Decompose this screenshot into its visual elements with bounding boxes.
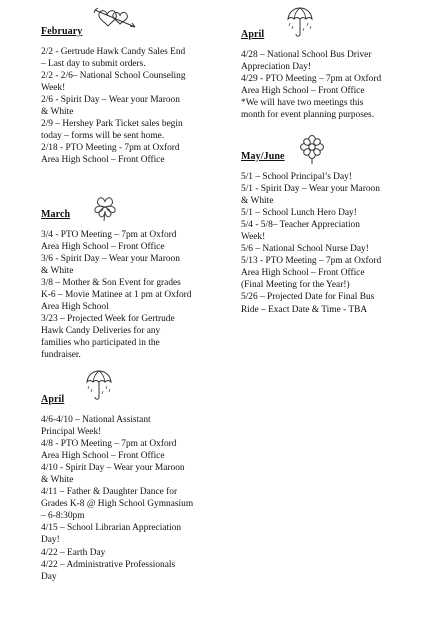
list-item: Principal Week! (41, 427, 102, 438)
list-item: 5/1 – School Principal’s Day! (241, 172, 352, 182)
list-item: Day! (41, 535, 60, 546)
may-june-list (241, 171, 441, 316)
list-item: Area High School (41, 302, 109, 313)
march-title: March (41, 209, 71, 220)
list-item: 4/22 – Earth Day (41, 547, 106, 558)
april-header-right (241, 18, 441, 40)
shamrock-icon (91, 194, 119, 222)
list-item: – Last day to submit orders. (41, 59, 146, 70)
list-item: Grades K-8 @ High School Gymnasium (41, 499, 194, 510)
list-item: Area High School – Front Office (241, 86, 365, 97)
list-item: 3/8 – Mother & Son Event for grades (41, 278, 181, 289)
list-item: 4/22 – Administrative Professionals (41, 559, 176, 570)
march-section (41, 198, 241, 362)
april-title-left: April (41, 394, 65, 405)
list-item: 3/23 – Projected Week for Gertrude (41, 314, 175, 325)
list-item: 3/6 - Spirit Day – Wear your Maroon (41, 254, 180, 265)
list-item: 5/1 – School Lunch Hero Day! (241, 208, 357, 219)
list-item: 5/4 - 5/8– Teacher Appreciation (241, 220, 360, 231)
list-item: 4/11 – Father & Daughter Dance for (41, 487, 178, 498)
list-item: 4/29 - PTO Meeting – 7pm at Oxford (241, 74, 382, 85)
may-june-title: May/June (241, 151, 285, 162)
list-item: 2/2 - 2/6– National School Counseling (41, 71, 186, 82)
list-item: month for event planning purposes. (241, 110, 375, 121)
list-item: 4/6-4/10 – National Assistant (41, 415, 151, 425)
february-section (41, 15, 241, 166)
april-list-left (41, 414, 241, 583)
list-item: families who participated in the (41, 338, 160, 349)
february-list (41, 46, 241, 166)
list-item: 4/8 - PTO Meeting – 7pm at Oxford (41, 439, 177, 450)
list-item: fundraiser. (41, 350, 81, 361)
list-item: – 6-8:30pm (41, 511, 85, 522)
list-item: 2/9 – Hershey Park Ticket sales begin (41, 119, 183, 130)
february-header (41, 15, 241, 37)
list-item: Week! (241, 232, 266, 243)
april-list-right (241, 49, 441, 121)
list-item: Ride – Exact Date & Time - TBA (241, 304, 368, 315)
hearts-arrow-icon (93, 7, 139, 33)
list-item: & White (41, 107, 74, 118)
april-section-right (241, 18, 441, 121)
april-header-left (41, 383, 241, 405)
list-item: 5/13 - PTO Meeting – 7pm at Oxford (241, 256, 382, 267)
list-item: 5/1 - Spirit Day – Wear your Maroon (241, 184, 380, 195)
list-item: 4/10 - Spirit Day – Wear your Maroon (41, 463, 185, 474)
list-item: & White (41, 266, 74, 277)
may-june-section (241, 140, 441, 316)
list-item: 4/15 – School Librarian Appreciation (41, 523, 182, 534)
list-item: K-6 – Movie Matinee at 1 pm at Oxford (41, 290, 192, 301)
march-list (41, 229, 241, 362)
list-item: Area High School – Front Office (41, 451, 165, 462)
flower-icon (299, 135, 325, 165)
list-item: 5/26 – Projected Date for Final Bus (241, 292, 375, 303)
list-item: today – forms will be sent home. (41, 131, 165, 142)
april-title-right: April (241, 29, 265, 40)
list-item: Appreciation Day! (241, 62, 312, 73)
may-june-header (241, 140, 441, 162)
list-item: *We will have two meetings this (241, 98, 364, 109)
umbrella-icon (286, 6, 314, 40)
list-item: Week! (41, 83, 66, 94)
list-item: & White (41, 475, 74, 486)
list-item: 3/4 - PTO Meeting – 7pm at Oxford (41, 230, 177, 240)
list-item: Area High School – Front Office (241, 268, 365, 279)
list-item: 2/6 - Spirit Day – Wear your Maroon (41, 95, 180, 106)
list-item: 5/6 – National School Nurse Day! (241, 244, 369, 255)
umbrella-icon (85, 369, 113, 403)
march-header (41, 198, 241, 220)
list-item: 2/18 - PTO Meeting - 7pm at Oxford (41, 143, 180, 154)
list-item: Hawk Candy Deliveries for any (41, 326, 161, 337)
list-item: 4/28 – National School Bus Driver (241, 50, 372, 60)
list-item: & White (241, 196, 274, 207)
list-item: (Final Meeting for the Year!) (241, 280, 350, 291)
april-section-left (41, 383, 241, 583)
list-item: 2/2 - Gertrude Hawk Candy Sales End (41, 47, 186, 57)
list-item: Area High School – Front Office (41, 242, 165, 253)
list-item: Day (41, 571, 57, 582)
list-item: Area High School – Front Office (41, 155, 165, 166)
february-title: February (41, 26, 83, 37)
